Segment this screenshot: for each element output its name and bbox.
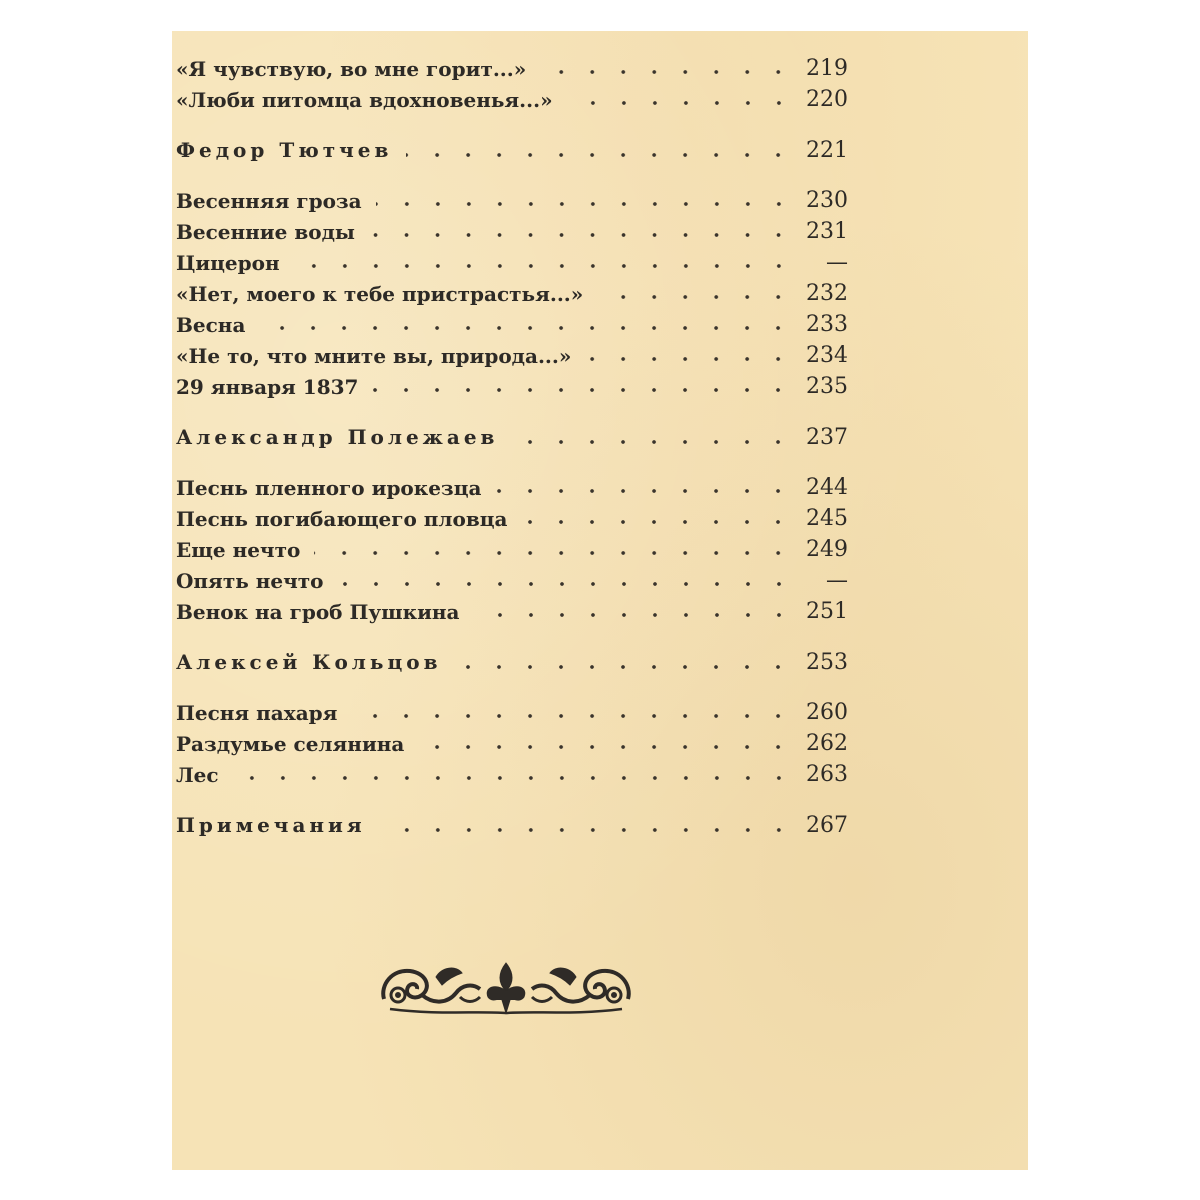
dot-leader bbox=[418, 741, 794, 753]
dot-leader bbox=[338, 578, 795, 590]
dot-leader bbox=[455, 661, 794, 673]
dot-leader bbox=[567, 97, 794, 109]
dot-leader bbox=[369, 229, 794, 241]
toc-entry-page: 237 bbox=[806, 424, 848, 450]
dot-leader bbox=[406, 149, 794, 161]
toc-entry-title: Весенние воды bbox=[176, 219, 355, 244]
toc-entry-page-ditto: — bbox=[826, 568, 848, 593]
toc-entry-title: Венок на гроб Пушкина bbox=[176, 599, 460, 624]
toc-entry-page: 219 bbox=[806, 56, 848, 81]
dot-leader bbox=[474, 609, 794, 621]
toc-entry-title: 29 января 1837 bbox=[176, 374, 359, 399]
toc-entry bbox=[176, 309, 848, 340]
dot-leader bbox=[294, 260, 794, 272]
notes-title: Примечания bbox=[176, 813, 366, 837]
toc-entry bbox=[176, 596, 848, 627]
toc-entry-page: 263 bbox=[806, 762, 848, 787]
toc-entry-title: Опять нечто bbox=[176, 568, 324, 593]
dot-leader bbox=[495, 485, 794, 497]
toc-entry bbox=[176, 84, 848, 115]
toc-entry-page: 232 bbox=[806, 281, 848, 306]
toc-entry-title: Еще нечто bbox=[176, 537, 301, 562]
toc-entry bbox=[176, 278, 848, 309]
dot-leader bbox=[521, 516, 794, 528]
toc-entry-title: Весна bbox=[176, 312, 246, 337]
dot-leader bbox=[597, 291, 794, 303]
toc-entry bbox=[176, 371, 848, 402]
toc-entry-page: 234 bbox=[806, 343, 848, 368]
toc-entry-page: 251 bbox=[806, 599, 848, 624]
toc-entry-page: 262 bbox=[806, 731, 848, 756]
toc-entry-page: 231 bbox=[806, 219, 848, 244]
toc-entry bbox=[176, 534, 848, 565]
toc-entry-title: «Люби питомца вдохновенья...» bbox=[176, 87, 553, 112]
toc-notes-heading bbox=[176, 808, 848, 842]
toc-entry-page: 220 bbox=[806, 87, 848, 112]
dot-leader bbox=[512, 436, 794, 448]
toc-entry bbox=[176, 728, 848, 759]
toc-entry bbox=[176, 185, 848, 216]
dot-leader bbox=[376, 198, 794, 210]
table-of-contents bbox=[176, 53, 848, 842]
toc-entry bbox=[176, 503, 848, 534]
toc-author-heading bbox=[176, 645, 848, 679]
dot-leader bbox=[380, 824, 794, 836]
toc-entry-title: Лес bbox=[176, 762, 219, 787]
toc-entry bbox=[176, 340, 848, 371]
author-name: Алексей Кольцов bbox=[176, 650, 442, 674]
toc-entry-page: 260 bbox=[806, 700, 848, 725]
toc-entry bbox=[176, 247, 848, 278]
dot-leader bbox=[372, 384, 794, 396]
toc-entry-title: Раздумье селянина bbox=[176, 731, 405, 756]
book-page bbox=[172, 31, 1028, 1170]
toc-entry-title: Весенняя гроза bbox=[176, 188, 362, 213]
dot-leader bbox=[233, 772, 794, 784]
toc-entry-page: 230 bbox=[806, 188, 848, 213]
toc-author-heading bbox=[176, 133, 848, 167]
toc-entry-title: Песня пахаря bbox=[176, 700, 338, 725]
toc-entry bbox=[176, 565, 848, 596]
toc-entry-title: «Не то, что мните вы, природа...» bbox=[176, 343, 572, 368]
toc-entry-page: 221 bbox=[806, 137, 848, 163]
toc-author-heading bbox=[176, 420, 848, 454]
toc-entry-page: 245 bbox=[806, 506, 848, 531]
toc-entry-page: 233 bbox=[806, 312, 848, 337]
toc-entry-page: 249 bbox=[806, 537, 848, 562]
toc-entry bbox=[176, 216, 848, 247]
toc-entry-title: «Я чувствую, во мне горит...» bbox=[176, 56, 527, 81]
toc-entry-title: Песнь пленного ирокезца bbox=[176, 475, 482, 500]
toc-entry-page: 267 bbox=[806, 812, 848, 838]
author-name: Александр Полежаев bbox=[176, 425, 499, 449]
toc-entry bbox=[176, 697, 848, 728]
dot-leader bbox=[540, 66, 794, 78]
toc-entry-title: Цицерон bbox=[176, 250, 280, 275]
toc-entry-title: Песнь погибающего пловца bbox=[176, 506, 508, 531]
toc-entry-page: 253 bbox=[806, 649, 848, 675]
dot-leader bbox=[351, 710, 794, 722]
toc-entry-page: 244 bbox=[806, 475, 848, 500]
toc-entry bbox=[176, 472, 848, 503]
toc-entry-title: «Нет, моего к тебе пристрастья...» bbox=[176, 281, 584, 306]
toc-entry bbox=[176, 53, 848, 84]
toc-entry-page-ditto: — bbox=[826, 250, 848, 275]
toc-entry-page: 235 bbox=[806, 374, 848, 399]
author-name: Федор Тютчев bbox=[176, 138, 393, 162]
dot-leader bbox=[259, 322, 794, 334]
dot-leader bbox=[314, 547, 794, 559]
floral-vignette-icon bbox=[376, 957, 636, 1017]
dot-leader bbox=[585, 353, 794, 365]
toc-entry bbox=[176, 759, 848, 790]
